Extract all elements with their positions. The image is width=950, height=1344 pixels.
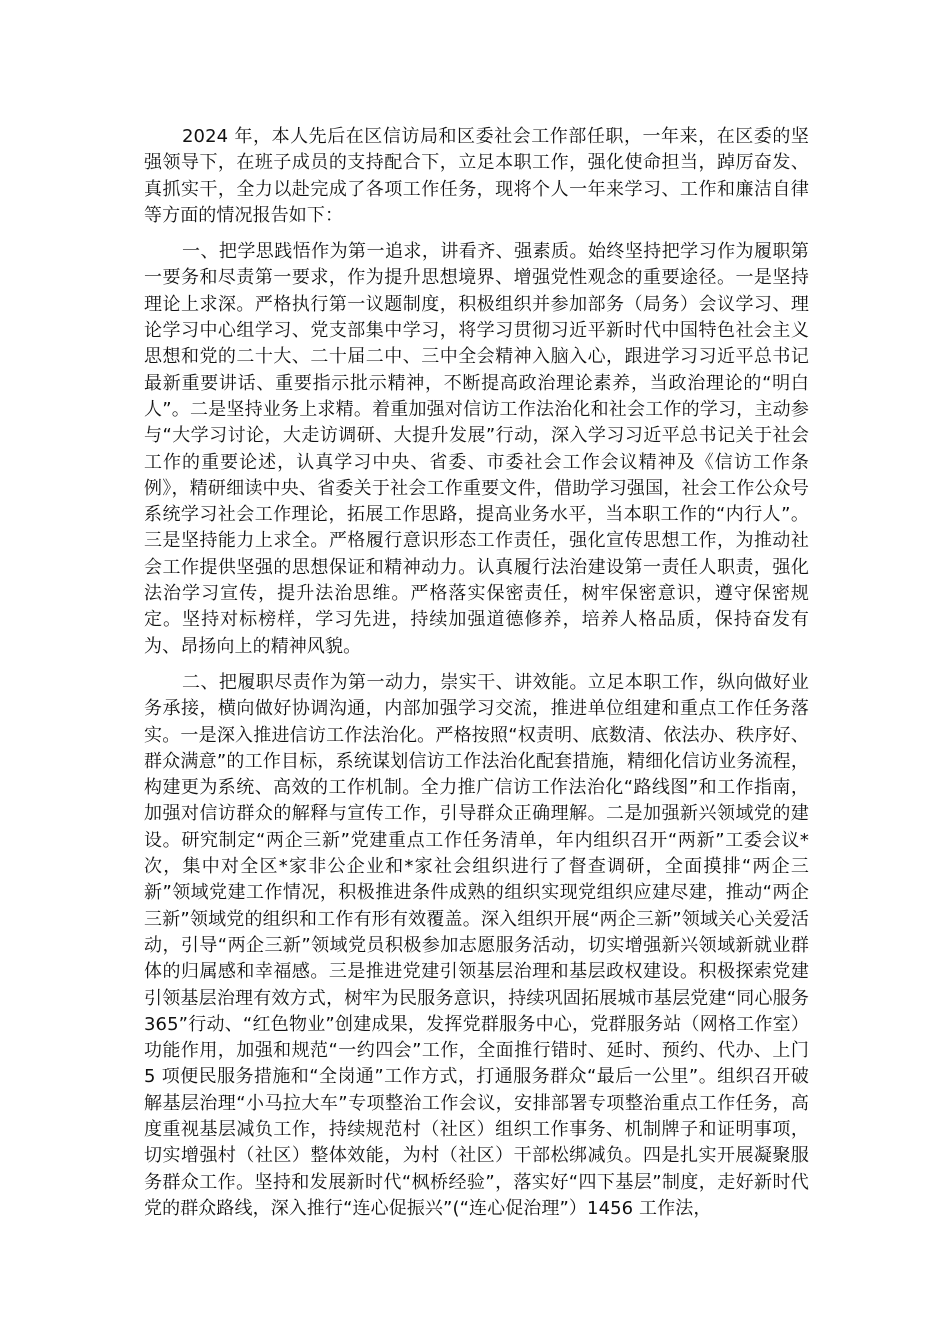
document-page	[144, 124, 809, 1232]
section-two-paragraph: 二、把履职尽责作为第一动力，崇实干、讲效能。立足本职工作，纵向做好业务承接，横向做好协调沟通，内部加强学习交流，推进单位组建和重点工作任务落实。一是深入推进信访工作法治化。严格按照“权责明、底数清、依法办、秩序好、群众满意”的工作目标，系统谋划信访工作法治化配套措施，精细化信访业务流程，构建更为系统、高效的工作机制。全力推广信访工作法治化“路线图”和工作指南，加强对信访群众的解释与宣传工作，引导群众正确理解。二是加强新兴领域党的建设。研究制定“两企三新”党建重点工作任务清单，年内组织召开“两新”工委会议*次，集中对全区*家非公企业和*家社会组织进行了督查调研，全面摸排“两企三新”领域党建工作情况，积极推进条件成熟的组织实现党组织应建尽建，推动“两企三新”领域党的组织和工作有形有效覆盖。深入组织开展“两企三新”领域关心关爱活动，引导“两企三新”领域党员积极参加志愿服务活动，切实增强新兴领域新就业群体的归属感和幸福感。三是推进党建引领基层治理和基层政权建设。积极探索党建引领基层治理有效方式，树牢为民服务意识，持续巩固拓展城市基层党建“同心服务 365”行动、“红色物业”创建成果，发挥党群服务中心，党群服务站（网格工作室）功能作用，加强和规范“一约四会”工作，全面推行错时、延时、预约、代办、上门 5 项便民服务措施和“全岗通”工作方式，打通服务群众“最后一公里”。组织召开破解基层治理“小马拉大车”专项整治工作会议，安排部署专项整治重点工作任务，高度重视基层减负工作，持续规范村（社区）组织工作事务、机制牌子和证明事项，切实增强村（社区）整体效能，为村（社区）干部松绑减负。四是扎实开展凝聚服务群众工作。坚持和发展新时代“枫桥经验”，落实好“四下基层”制度，走好新时代党的群众路线，深入推行“连心促振兴”(“连心促治理”）1456 工作法，	[144, 671, 809, 1219]
intro-paragraph: 2024 年，本人先后在区信访局和区委社会工作部任职，一年来，在区委的坚强领导下，在班子成员的支持配合下，立足本职工作，强化使命担当，踔厉奋发、真抓实干，全力以赴完成了各项工作任务，现将个人一年来学习、工作和廉洁自律等方面的情况报告如下：	[144, 126, 809, 226]
section-one-paragraph: 一、把学思践悟作为第一追求，讲看齐、强素质。始终坚持把学习作为履职第一要务和尽责第一要求，作为提升思想境界、增强党性观念的重要途径。一是坚持理论上求深。严格执行第一议题制度，积极组织并参加部务（局务）会议学习、理论学习中心组学习、党支部集中学习，将学习贯彻习近平新时代中国特色社会主义思想和党的二十大、二十届二中、三中全会精神入脑入心，跟进学习习近平总书记最新重要讲话、重要指示批示精神，不断提高政治理论素养，当政治理论的“明白人”。二是坚持业务上求精。着重加强对信访工作法治化和社会工作的学习，主动参与“大学习讨论，大走访调研、大提升发展”行动，深入学习习近平总书记关于社会工作的重要论述，认真学习中央、省委、市委社会工作会议精神及《信访工作条例》，精研细读中央、省委关于社会工作重要文件，借助学习强国，社会工作公众号系统学习社会工作理论，拓展工作思路，提高业务水平，当本职工作的“内行人”。三是坚持能力上求全。严格履行意识形态工作责任，强化宣传思想工作，为推动社会工作提供坚强的思想保证和精神动力。认真履行法治建设第一责任人职责，强化法治学习宣传，提升法治思维。严格落实保密责任，树牢保密意识，遵守保密规定。坚持对标榜样，学习先进，持续加强道德修养，培养人格品质，保持奋发有为、昂扬向上的精神风貌。	[144, 241, 809, 657]
